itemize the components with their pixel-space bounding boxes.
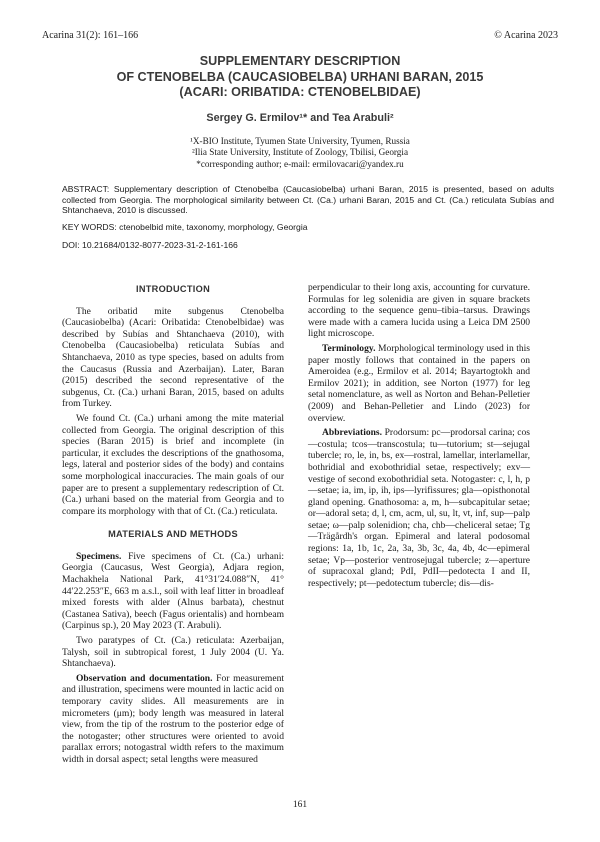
- specimens-paragraph: [62, 551, 284, 632]
- specimens-text: Five specimens of Ct. (Ca.) urhani: Georgia (Caucasus, West Georgia), Adjara region, Machakhela National Park, 41°31′24.088″N, 41° 44′22.253″E, 663 m a.s.l., soil with leaf litter in broadleaf mixed forests with alder (Alnus barbata), chestnut (Castanea Sativa), beech (Fagus orientalis) and hornbeam (Carpinus sp.), 20 May 2023 (T. Arabuli).: [62, 550, 284, 632]
- affiliations: [42, 136, 558, 170]
- intro-paragraph-2: We found Ct. (Ca.) urhani among the mite material collected from Georgia. The original description of this species (Baran 2015) is brief and incomplete (in particular, it excludes the descriptions of the gnathosoma, legs, lateral and posterior sides of the body) and contains some morphological inaccuracies. The main goals of our paper are to present a supplementary redescription of Ct. (Ca.) urhani based on the material from Georgia and to compare its morphology with that of Ct. (Ca.) reticulata.: [62, 412, 284, 517]
- keywords: KEY WORDS: ctenobelbid mite, taxonomy, morphology, Georgia: [62, 222, 308, 232]
- abbreviations-paragraph: [308, 427, 530, 589]
- paratypes-paragraph: Two paratypes of Ct. (Ca.) reticulata: Azerbaijan, Talysh, soil in subtropical forest, 1 July 2004 (U. Ya. Shtanchaeva).: [62, 635, 284, 670]
- terminology-label: Terminology.: [322, 342, 376, 354]
- title-line-1: SUPPLEMENTARY DESCRIPTION: [199, 54, 401, 68]
- running-head: [42, 30, 558, 41]
- observation-text: For measurement and illustration, specimens were mounted in lactic acid on temporary cavity slides. All measurements are in micrometers (μm); body length was measured in lateral view, from the tip of the rostrum to the posterior edge of the notogaster; other structures were oriented to avoid parallax errors; notogastral width refers to the maximum width in dorsal aspect; setal lengths were measured: [62, 672, 284, 765]
- observation-continued: perpendicular to their long axis, accounting for curvature. Formulas for leg solenidia are given in square brackets according to the sequence genu–tibia–tarsus. Drawings were made with a camera lucida using a Leica DM 2500 light microscope.: [308, 282, 530, 340]
- page-number: 161: [292, 800, 308, 810]
- left-column: [62, 282, 284, 769]
- affiliation-1: ¹X-BIO Institute, Tyumen State University, Tyumen, Russia: [190, 136, 410, 146]
- terminology-text: Morphological terminology used in this paper mostly follows that contained in the papers on Ameroidea (e.g., Ermilov et al. 2014; Bayartogtokh and Ermilov 2021); in addition, see Norton (1977) for leg setal nomenclature, as well as Norton and Behan-Pelletier (2009) and Behan-Pelletier and Lindo (2023) for overview.: [308, 342, 530, 424]
- title-line-3: (ACARI: ORIBATIDA: CTENOBELBIDAE): [179, 85, 421, 99]
- observation-label: Observation and documentation.: [76, 672, 213, 684]
- journal-citation: Acarina 31(2): 161–166: [42, 30, 139, 41]
- right-column: [308, 282, 530, 592]
- terminology-paragraph: [308, 343, 530, 424]
- abstract: ABSTRACT: Supplementary description of Ctenobelba (Caucasiobelba) urhani Baran, 2015 is presented, based on adults collected from Georgia. The morphological similarity between Ct. (Ca.) urhani Baran, 2015 and Ct. (Ca.) reticulata Subías and Shtanchaeva, 2010 is discussed.: [62, 184, 554, 216]
- article-title: [42, 54, 558, 101]
- observation-paragraph: [62, 673, 284, 766]
- affiliation-2: ²Ilia State University, Institute of Zoology, Tbilisi, Georgia: [191, 147, 409, 158]
- doi: DOI: 10.21684/0132-8077-2023-31-2-161-166: [62, 240, 238, 250]
- title-line-2: OF CTENOBELBA (CAUCASIOBELBA) URHANI BARAN, 2015: [116, 69, 484, 84]
- methods-heading: MATERIALS AND METHODS: [108, 529, 238, 540]
- copyright: © Acarina 2023: [494, 30, 558, 41]
- abbreviations-label: Abbreviations.: [322, 427, 383, 439]
- specimens-label: Specimens.: [76, 550, 122, 562]
- abbreviations-text: Prodorsum: pc—prodorsal carina; cos—costula; tcos—transcostula; tu—tutorium; st—sejugal tubercle; ro, le, in, bs, ex—rostral, lamellar, interlamellar, bothridial and exobothridial setae, respectively; exv—vestige of second exobothridial seta. Notogaster: c, l, h, p—setae; ia, im, ip, ih, ips—lyrifissures; gla—opisthonotal gland opening. Gnathosoma: a, m, h—subcapitular setae; or—adoral seta; d, l, cm, acm, ul, su, lt, vt, inf, sup—palp setae; ω—palp solenidion; cha, chb—cheliceral setae; Tg—Trägårdh's organ. Epimeral and lateral podosomal regions: 1a, 1b, 1c, 2a, 3a, 3b, 3c, 4a, 4b, 4c—epimeral setae; Vp—posterior ventrosejugal tubercle; z—aperture of supracoxal gland; PdI, PdII—pedotecta I and II, respectively; pt—pedotectum tubercle; dis—dis-: [308, 427, 531, 589]
- intro-paragraph-1: The oribatid mite subgenus Ctenobelba (Caucasiobelba) (Acari: Oribatida: Ctenobelbidae) was described by Subías and Shtanchaeva (2010), with Ctenobelba (Caucasiobelba) reticulata Subías and Shtanchaeva, 2010 as type species, based on adults from the Caucasus (Russia and Azerbaijan). Later, Baran (2015) described the second representative of the subgenus, Ct. (Ca.) urhani Baran, 2015, based on adults from Turkey.: [62, 305, 284, 410]
- authors: Sergey G. Ermilov¹* and Tea Arabuli²: [206, 112, 394, 124]
- introduction-heading: INTRODUCTION: [135, 284, 211, 294]
- corresponding-author: *corresponding author; e-mail: ermilovacari@yandex.ru: [196, 158, 404, 169]
